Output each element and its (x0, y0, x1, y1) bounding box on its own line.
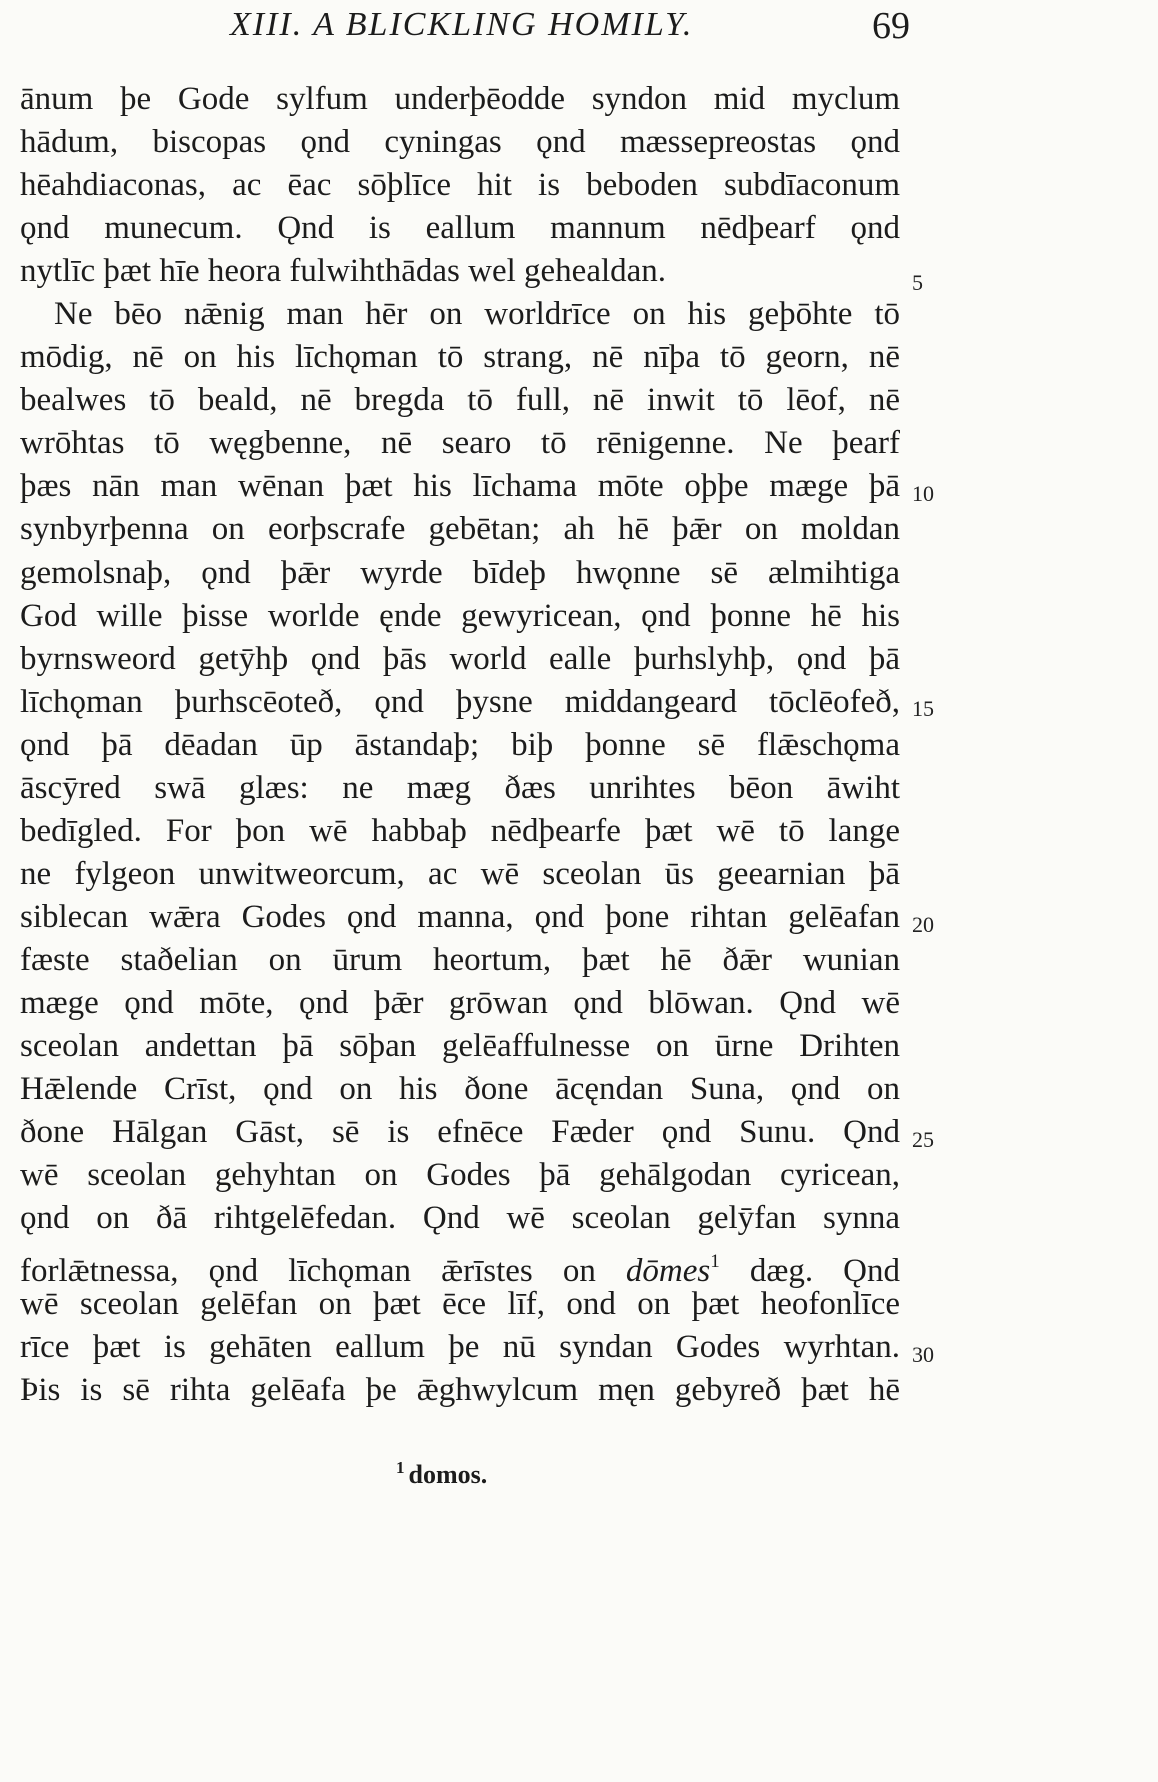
text-line: bedīgled. For þon wē habbaþ nēdþearfe þæt wē tō lange (20, 812, 900, 849)
page-number: 69 (872, 5, 910, 47)
text-line: āscȳred swā glæs: ne mæg ðæs unrihtes bēon āwiht (20, 769, 900, 806)
text-line: ne fylgeon unwitweorcum, ac wē sceolan ūs geearnian þā (20, 855, 900, 892)
line-text-before: forlǣtnessa, ǫnd līchǫman ǣrīstes on (20, 1253, 596, 1290)
footnote (396, 1458, 487, 1490)
text-line: hēahdiaconas, ac ēac sōþlīce hit is beboden subdīaconum (20, 167, 900, 204)
text-line: ǫnd munecum. Ǫnd is eallum mannum nēdþearf ǫnd (20, 210, 900, 247)
footnote-text: domos. (408, 1460, 488, 1489)
line-text-after: dæg. Ǫnd (749, 1253, 900, 1290)
text-line: fæste staðelian on ūrum heortum, þæt hē ðǣr wunian (20, 941, 900, 978)
text-line: hādum, biscopas ǫnd cyningas ǫnd mæssepreostas ǫnd (20, 124, 900, 161)
line-number-15: 15 (912, 696, 934, 721)
text-line: God wille þisse worlde ęnde gewyricean, ǫnd þonne hē his (20, 597, 900, 634)
text-line: þæs nān man wēnan þæt his līchama mōte oþþe mæge þā (20, 468, 900, 505)
text-line: mæge ǫnd mōte, ǫnd þǣr grōwan ǫnd blōwan. Ǫnd wē (20, 984, 900, 1021)
text-line: wē sceolan gelēfan on þæt ēce līf, ond on þæt heofonlīce (20, 1286, 900, 1323)
text-line: Ne bēo nǣnig man hēr on worldrīce on his geþōhte tō (54, 296, 900, 333)
line-number-20: 20 (912, 912, 934, 937)
text-line: byrnsweord getȳhþ ǫnd þās world ealle þurhslyhþ, ǫnd þā (20, 640, 900, 677)
text-line: sceolan andettan þā sōþan gelēaffulnesse on ūrne Drihten (20, 1028, 900, 1065)
text-line: Hǣlende Crīst, ǫnd on his ðone ācęndan Suna, ǫnd on (20, 1071, 900, 1108)
line-number-30: 30 (912, 1342, 934, 1367)
text-line: bealwes tō beald, nē bregda tō full, nē inwit tō lēof, nē (20, 382, 900, 419)
text-line: synbyrþenna on eorþscrafe gebētan; ah hē þǣr on moldan (20, 511, 900, 548)
text-line: ðone Hālgan Gāst, sē is efnēce Fæder ǫnd Sunu. Ǫnd (20, 1114, 900, 1151)
footnote-marker: 1 (396, 1458, 405, 1477)
text-line: wē sceolan gehyhtan on Godes þā gehālgodan cyricean, (20, 1157, 900, 1194)
running-title: XIII. A BLICKLING HOMILY. (230, 6, 694, 43)
text-line: gemolsnaþ, ǫnd þǣr wyrde bīdeþ hwǫnne sē ælmihtiga (20, 554, 900, 591)
text-line: siblecan wǣra Godes ǫnd manna, ǫnd þone rihtan gelēafan (20, 898, 900, 935)
italic-word: dōmes (625, 1253, 711, 1290)
line-number-5: 5 (912, 270, 923, 295)
text-line: ǫnd þā dēadan ūp āstandaþ; biþ þonne sē flǣschǫma (20, 726, 900, 763)
page-header (20, 4, 1020, 54)
text-line: līchǫman þurhscēoteð, ǫnd þysne middangeard tōclēofeð, (20, 683, 900, 720)
homily-text (20, 78, 900, 1412)
line-number-10: 10 (912, 481, 934, 506)
text-line: mōdig, nē on his līchǫman tō strang, nē nīþa tō georn, nē (20, 339, 900, 376)
footnote-reference: 1 (710, 1251, 720, 1273)
text-line: wrōhtas tō węgbenne, nē searo tō rēnigenne. Ne þearf (20, 425, 900, 462)
text-line: rīce þæt is gehāten eallum þe nū syndan Godes wyrhtan. (20, 1329, 900, 1366)
text-line-with-footnote-ref (20, 1240, 900, 1290)
text-line: ānum þe Gode sylfum underþēodde syndon mid myclum (20, 81, 900, 117)
line-number-25: 25 (912, 1127, 934, 1152)
text-line: nytlīc þæt hīe heora fulwihthādas wel gehealdan. (20, 253, 667, 290)
text-line: Þis is sē rihta gelēafa þe ǣghwylcum męn gebyreð þæt hē (20, 1372, 900, 1409)
text-line: ǫnd on ðā rihtgelēfedan. Ǫnd wē sceolan gelȳfan synna (20, 1200, 900, 1237)
